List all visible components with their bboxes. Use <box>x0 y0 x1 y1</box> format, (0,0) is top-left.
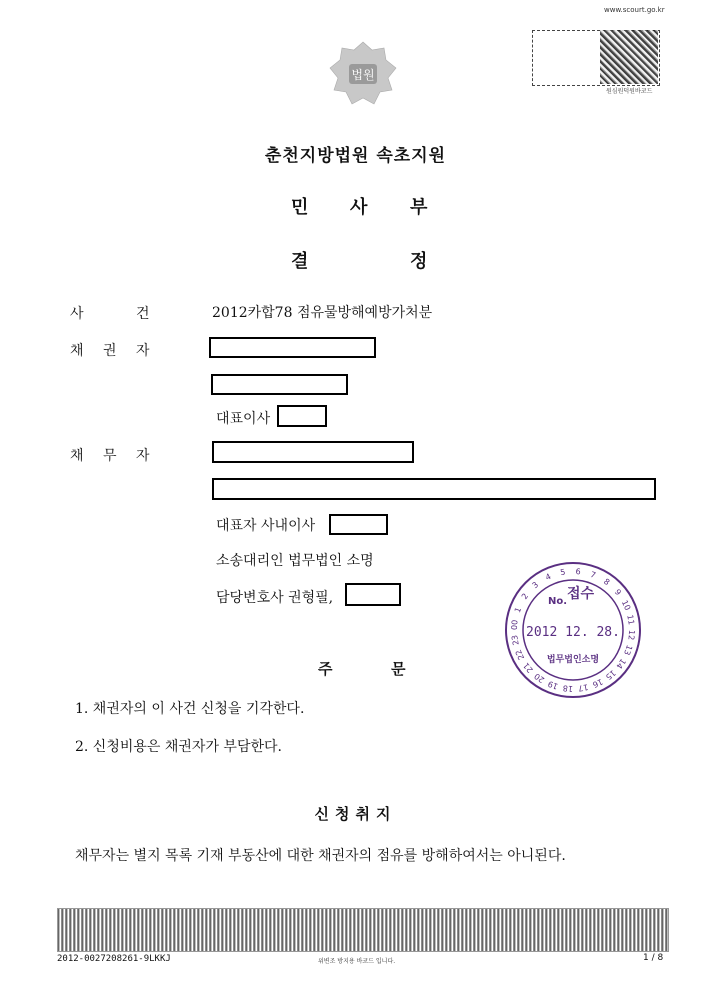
stamp-ring-number: 17 <box>577 682 589 693</box>
barcode-note: 위변조 방지용 바코드 입니다. <box>318 958 396 965</box>
site-url: www.scourt.go.kr <box>604 6 665 14</box>
stamp-ring-number: 16 <box>591 676 605 690</box>
court-name: 춘천지방법원 속초지원 <box>264 146 447 166</box>
debtor-label-char-2: 무 <box>103 448 117 464</box>
verification-barcode <box>600 30 658 84</box>
doc-title-char-2: 정 <box>410 251 428 272</box>
stamp-ring-number: 7 <box>589 569 597 581</box>
stamp-ring-number: 8 <box>601 576 612 588</box>
stamp-ring-number: 9 <box>612 587 623 598</box>
stamp-ring-number: 2 <box>519 591 531 602</box>
court-seal-emblem <box>328 40 398 108</box>
stamp-ring-number: 5 <box>559 567 567 578</box>
redacted-creditor-name <box>209 337 376 358</box>
creditor-label-char-3: 자 <box>136 343 150 359</box>
redacted-debtor-rep <box>329 514 388 535</box>
creditor-label-char-1: 채 <box>70 343 84 359</box>
order-item-2: 2. 신청비용은 채권자가 부담한다. <box>75 739 282 755</box>
redacted-creditor-rep <box>277 405 327 427</box>
stamp-ring-number: 20 <box>532 671 547 685</box>
stamp-date: 2012 12. 28. <box>526 625 620 640</box>
redacted-debtor-name <box>212 441 414 463</box>
debtor-counsel: 소송대리인 법무법인 소명 <box>216 553 374 569</box>
dept-char-2: 사 <box>350 197 368 218</box>
received-date-stamp <box>503 560 643 700</box>
stamp-ring-number: 1 <box>512 606 524 614</box>
debtor-label-char-1: 채 <box>70 448 84 464</box>
stamp-ring-number: 13 <box>622 643 634 657</box>
debtor-rep-label: 대표자 사내이사 <box>216 518 316 534</box>
debtor-label-char-3: 자 <box>136 448 150 464</box>
case-number: 2012카합78 점유물방해예방가처분 <box>212 305 433 321</box>
redacted-debtor-address <box>212 478 656 500</box>
stamp-ring-number: 15 <box>603 668 618 682</box>
stamp-ring-number: 10 <box>619 598 633 612</box>
dept-char-3: 부 <box>410 197 428 218</box>
redacted-attorney-name <box>345 583 401 606</box>
stamp-ring-number: 19 <box>546 679 560 691</box>
order-title-char-1: 주 <box>318 660 333 678</box>
stamp-ring-number: 12 <box>626 629 637 641</box>
stamp-ring-number: 00 <box>509 619 520 631</box>
stamp-received-label: 접수 <box>567 586 595 602</box>
stamp-ring-number: 21 <box>521 660 535 675</box>
debtor-attorney: 담당변호사 권형필, <box>216 590 334 606</box>
application-purpose-title: 신청취지 <box>314 805 397 823</box>
stamp-ring-number: 14 <box>614 656 628 671</box>
page-number: 1 / 8 <box>643 953 664 963</box>
redacted-creditor-address <box>211 374 348 395</box>
creditor-rep-label: 대표이사 <box>216 411 271 427</box>
seal-label: 법원 <box>351 68 375 82</box>
stamp-ring-number: 6 <box>575 566 582 577</box>
stamp-ring-number: 23 <box>510 634 521 646</box>
stamp-office: 법무법인소명 <box>546 655 600 665</box>
barcode-caption: 원심원덕원바코드 <box>606 88 653 95</box>
case-label-char-1: 사 <box>70 306 84 322</box>
order-title-char-2: 문 <box>391 660 406 678</box>
stamp-no-label: No. <box>548 596 568 607</box>
dept-char-1: 민 <box>291 197 309 218</box>
document-id: 2012-0027208261-9LKKJ <box>57 954 171 964</box>
application-purpose-text: 채무자는 별지 목록 기재 부동산에 대한 채권자의 점유를 방해하여서는 아니된다. <box>75 848 566 864</box>
creditor-label-char-2: 권 <box>103 343 117 359</box>
order-item-1: 1. 채권자의 이 사건 신청을 기각한다. <box>75 701 305 717</box>
anti-forgery-barcode <box>57 908 669 952</box>
stamp-ring-number: 3 <box>530 580 541 591</box>
doc-title-char-1: 결 <box>291 251 309 272</box>
stamp-ring-number: 11 <box>625 614 636 626</box>
stamp-ring-number: 4 <box>544 571 553 583</box>
stamp-ring-number: 18 <box>562 683 574 694</box>
stamp-ring-number: 22 <box>513 648 527 662</box>
case-label-char-2: 건 <box>136 306 150 322</box>
